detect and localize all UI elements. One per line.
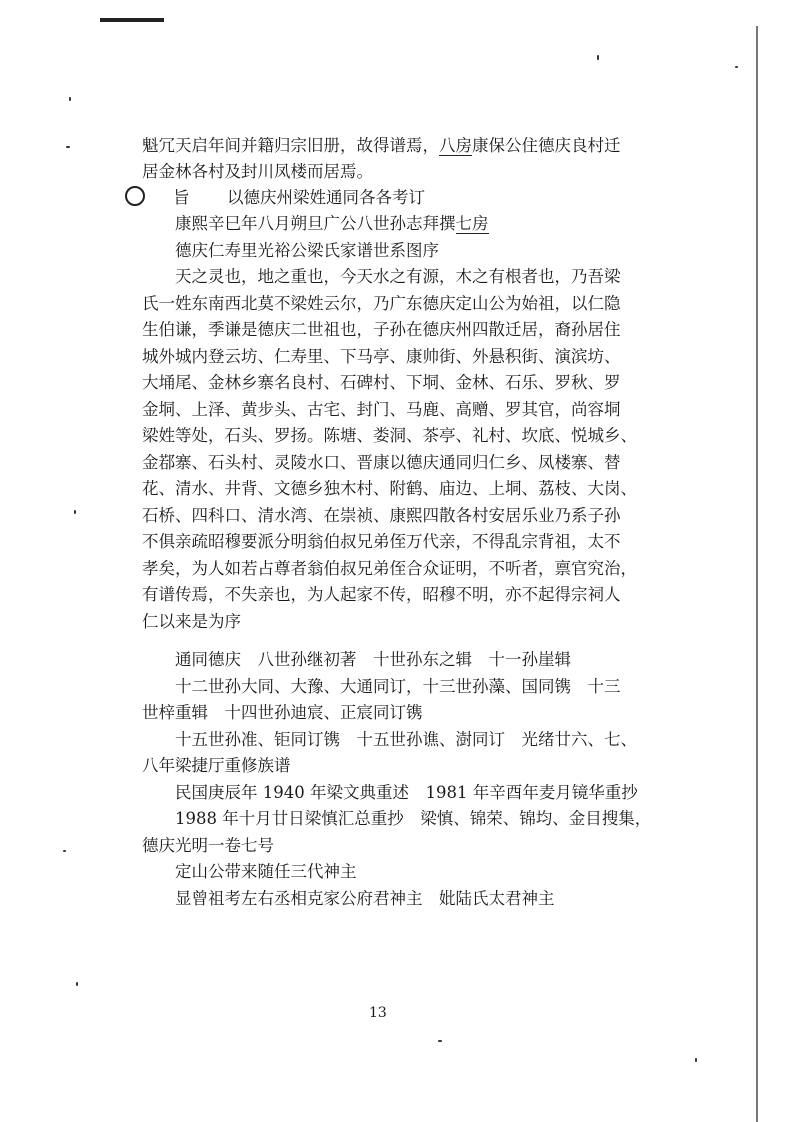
text-line-19: 仁以来是为序 <box>142 612 241 631</box>
text-line-14: 花、清水、井背、文德乡独木村、附鹤、庙边、上垌、荔枝、大岗、 <box>142 479 637 498</box>
text-line-10: 大埇尾、金林乡寨名良村、石碑村、下垌、金林、石乐、罗秋、罗 <box>142 373 621 392</box>
line-4-text: 康熙辛巳年八月朔旦广公八世孙志拜撰 <box>175 214 456 233</box>
scan-speck <box>63 850 66 852</box>
text-line-23: 十五世孙准、钜同订镌 十五世孙谯、澍同订 光绪廿六、七、 <box>175 730 637 749</box>
scan-speck <box>597 55 599 60</box>
scan-speck <box>76 982 78 986</box>
line-1-text: 魁冗天启年间并籍归宗旧册，故得谱焉， <box>142 136 439 155</box>
text-line-9: 城外城内登云坊、仁寿里、下马亭、康帅街、外悬积街、演滨坊、 <box>142 347 621 366</box>
scan-speck <box>695 1058 697 1062</box>
text-line-25: 民国庚辰年 1940 年梁文典重述 1981 年辛酉年麦月镜华重抄 <box>175 783 638 802</box>
scan-speck <box>438 1040 442 1042</box>
text-line-27: 德庆光明一卷七号 <box>142 836 274 855</box>
page-number: 13 <box>369 1005 387 1021</box>
text-line-21: 十二世孙大同、大豫、大通同订，十三世孙藻、国同镌 十三 <box>175 677 621 696</box>
text-line-15: 石桥、四科口、清水湾、在崇祯、康熙四散各村安居乐业乃系子孙 <box>142 506 621 525</box>
text-line-18: 有谱传焉，不失亲也，为人起家不传，昭穆不明，亦不起得宗祠人 <box>142 585 621 604</box>
text-line-6: 天之灵也，地之重也，今天水之有源，木之有根者也，乃吾梁 <box>175 267 621 286</box>
text-line-17: 孝矣，为人如若占尊者翁伯叔兄弟侄合众证明，不听者，禀官究治， <box>142 559 637 578</box>
text-line-24: 八年梁捷厅重修族谱 <box>142 756 291 775</box>
underlined-eighth-branch: 八房 <box>439 136 472 155</box>
underlined-seventh-branch: 七房 <box>455 214 489 233</box>
text-line-26: 1988 年十月廿日梁慎汇总重抄 梁慎、锦荣、锦均、金目搜集， <box>175 809 652 828</box>
text-line-22: 世梓重辑 十四世孙迪宸、正宸同订镌 <box>142 703 423 722</box>
text-line-16: 不俱亲疏昭穆要派分明翁伯叔兄弟侄万代亲，不得乱宗背祖，太不 <box>142 532 621 551</box>
scan-speck <box>735 66 738 68</box>
scan-speck <box>66 146 70 148</box>
text-line-11: 金垌、上泽、黄步头、古宅、封门、马鹿、高赠、罗其官，尚容垌 <box>142 400 621 419</box>
text-line-1 <box>142 136 621 156</box>
text-line-8: 生伯谦，季谦是德庆二世祖也，子孙在德庆州四散迁居，裔孙居住 <box>142 320 621 339</box>
top-rule <box>100 18 164 22</box>
section-heading-mark: 旨 <box>173 188 190 207</box>
text-line-5: 德庆仁寿里光裕公梁氏家谱世系图序 <box>175 241 439 260</box>
scan-speck <box>69 97 71 101</box>
line-1-rest: 康保公住德庆良村迁 <box>472 136 621 155</box>
right-margin-rule <box>756 26 758 1122</box>
section-heading: 以德庆州梁姓通同各各考订 <box>227 188 425 207</box>
text-line-13: 金鄀寨、石头村、灵陵水口、晋康以德庆通同归仁乡、凤楼寨、替 <box>142 453 621 472</box>
text-line-4 <box>175 214 489 234</box>
circle-mark-icon <box>125 186 145 206</box>
text-line-2: 居金林各村及封川凤楼而居焉。 <box>142 162 373 181</box>
text-line-28: 定山公带来随任三代神主 <box>175 862 357 881</box>
text-line-20: 通同德庆 八世孙继初著 十世孙东之辑 十一孙崖辑 <box>175 650 571 669</box>
text-line-7: 氏一姓东南西北莫不梁姓云尔，乃广东德庆定山公为始祖，以仁隐 <box>142 294 621 313</box>
text-line-12: 梁姓等处，石头、罗扬。陈塘、娄洞、茶亭、礼村、坎底、悦城乡、 <box>142 426 637 445</box>
text-line-29: 显曾祖考左右丞相克家公府君神主 妣陆氏太君神主 <box>175 889 555 908</box>
scan-speck <box>74 510 76 514</box>
